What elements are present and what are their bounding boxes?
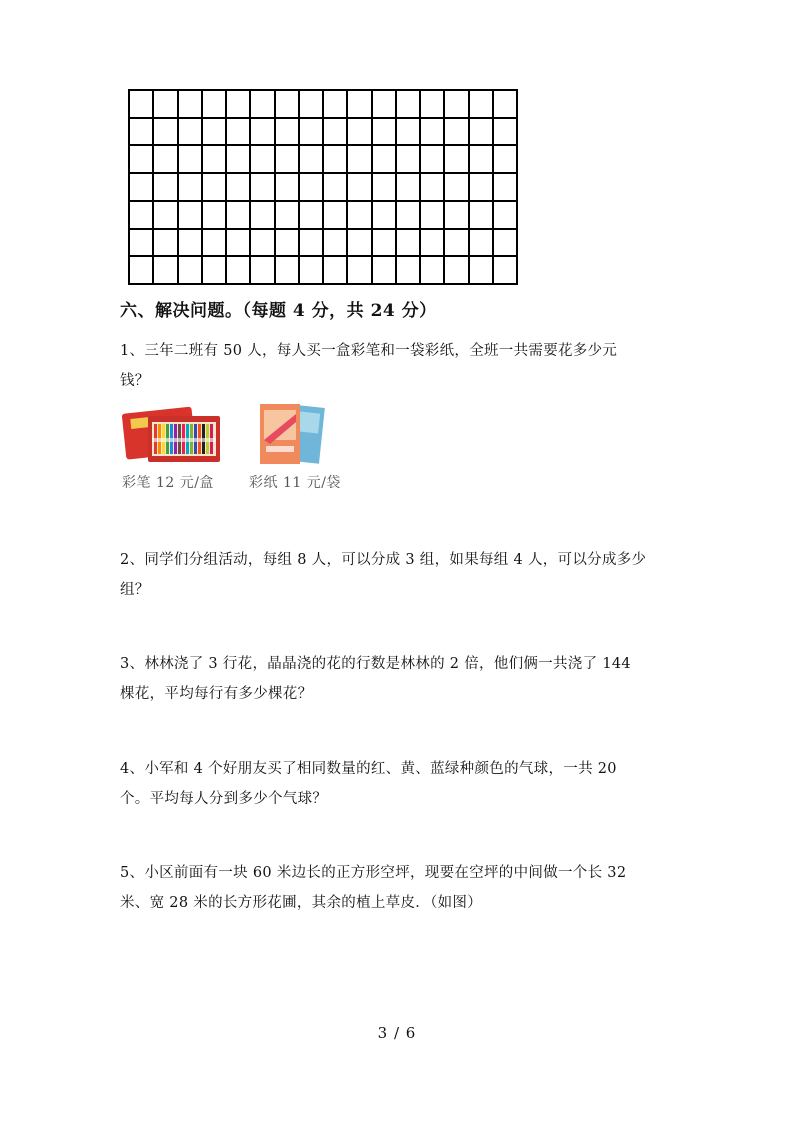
- grid-cell: [494, 202, 518, 230]
- grid-cell: [300, 174, 324, 202]
- grid-cell: [445, 202, 469, 230]
- grid-cell: [227, 202, 251, 230]
- page-number: 3 / 6: [377, 1024, 417, 1042]
- grid-cell: [324, 202, 348, 230]
- grid-cell: [348, 230, 372, 258]
- grid-cell: [300, 230, 324, 258]
- grid-cell: [324, 257, 348, 285]
- grid-cell: [227, 146, 251, 174]
- grid-cell: [470, 202, 494, 230]
- grid-cell: [373, 174, 397, 202]
- grid-cell: [348, 146, 372, 174]
- grid-cell: [300, 119, 324, 147]
- grid-cell: [470, 257, 494, 285]
- grid-cell: [251, 146, 275, 174]
- grid-cell: [251, 174, 275, 202]
- grid-cell: [251, 257, 275, 285]
- question-1-line-2: 钱？: [120, 373, 150, 389]
- color-pens-price-caption: 彩笔 12 元/盒: [122, 475, 214, 491]
- grid-cell: [203, 174, 227, 202]
- grid-cell: [154, 146, 178, 174]
- grid-cell: [179, 174, 203, 202]
- section-title: 六、解决问题。（每题 4 分，共 24 分）: [120, 301, 437, 321]
- grid-cell: [300, 202, 324, 230]
- grid-cell: [276, 257, 300, 285]
- grid-cell: [300, 91, 324, 119]
- grid-cell: [494, 230, 518, 258]
- grid-cell: [348, 202, 372, 230]
- grid-cell: [397, 146, 421, 174]
- grid-cell: [203, 230, 227, 258]
- question-1-line-1: 1、三年二班有 50 人，每人买一盒彩笔和一袋彩纸，全班一共需要花多少元: [120, 343, 618, 359]
- grid-cell: [397, 202, 421, 230]
- grid-cell: [324, 119, 348, 147]
- grid-cell: [494, 119, 518, 147]
- color-pens-box-image: [120, 404, 224, 466]
- grid-cell: [470, 230, 494, 258]
- grid-cell: [179, 257, 203, 285]
- grid-cell: [154, 230, 178, 258]
- grid-cell: [494, 257, 518, 285]
- grid-cell: [348, 257, 372, 285]
- question-4-line-1: 4、小军和 4 个好朋友买了相同数量的红、黄、蓝绿种颜色的气球，一共 20: [120, 761, 617, 777]
- grid-cell: [154, 119, 178, 147]
- grid-cell: [324, 91, 348, 119]
- grid-cell: [154, 91, 178, 119]
- grid-cell: [324, 174, 348, 202]
- grid-cell: [494, 91, 518, 119]
- grid-cell: [445, 146, 469, 174]
- grid-cell: [130, 119, 154, 147]
- grid-cell: [227, 230, 251, 258]
- grid-cell: [373, 202, 397, 230]
- grid-cell: [179, 230, 203, 258]
- grid-cell: [154, 174, 178, 202]
- grid-cell: [203, 257, 227, 285]
- grid-cell: [324, 146, 348, 174]
- grid-cell: [445, 257, 469, 285]
- grid-cell: [445, 174, 469, 202]
- grid-cell: [251, 230, 275, 258]
- grid-cell: [470, 119, 494, 147]
- grid-cell: [251, 119, 275, 147]
- grid-cell: [203, 202, 227, 230]
- question-3-line-1: 3、林林浇了 3 行花，晶晶浇的花的行数是林林的 2 倍，他们俩一共浇了 144: [120, 656, 631, 672]
- grid-cell: [373, 230, 397, 258]
- grid-cell: [179, 119, 203, 147]
- grid-cell: [397, 91, 421, 119]
- grid-cell: [470, 91, 494, 119]
- grid-cell: [251, 91, 275, 119]
- grid-cell: [373, 146, 397, 174]
- grid-cell: [348, 119, 372, 147]
- grid-cell: [179, 91, 203, 119]
- grid-cell: [421, 230, 445, 258]
- grid-cell: [300, 257, 324, 285]
- grid-cell: [421, 146, 445, 174]
- grid-cell: [324, 230, 348, 258]
- grid-cell: [203, 91, 227, 119]
- grid-cell: [421, 174, 445, 202]
- grid-cell: [130, 257, 154, 285]
- grid-cell: [276, 91, 300, 119]
- grid-cell: [373, 119, 397, 147]
- grid-cell: [130, 174, 154, 202]
- grid-cell: [276, 119, 300, 147]
- question-5-line-1: 5、小区前面有一块 60 米边长的正方形空坪，现要在空坪的中间做一个长 32: [120, 865, 627, 881]
- grid-cell: [421, 257, 445, 285]
- grid-cell: [276, 202, 300, 230]
- grid-cell: [251, 202, 275, 230]
- grid-cell: [203, 119, 227, 147]
- grid-cell: [276, 174, 300, 202]
- grid-cell: [445, 91, 469, 119]
- question-4-line-2: 个。平均每人分到多少个气球？: [120, 791, 328, 807]
- grid-cell: [348, 174, 372, 202]
- color-paper-pack-image: [256, 400, 326, 468]
- grid-cell: [373, 91, 397, 119]
- question-5-line-2: 米、宽 28 米的长方形花圃，其余的植上草皮．（如图）: [120, 895, 483, 911]
- grid-cell: [470, 146, 494, 174]
- grid-cell: [348, 91, 372, 119]
- grid-cell: [494, 146, 518, 174]
- grid-cell: [445, 230, 469, 258]
- grid-cell: [179, 146, 203, 174]
- grid-cell: [300, 146, 324, 174]
- squared-grid: [128, 89, 518, 285]
- question-2-line-2: 组？: [120, 582, 150, 598]
- color-paper-price-caption: 彩纸 11 元/袋: [249, 475, 341, 491]
- grid-cell: [276, 146, 300, 174]
- grid-cell: [179, 202, 203, 230]
- grid-cell: [421, 91, 445, 119]
- grid-cell: [130, 230, 154, 258]
- grid-cell: [227, 91, 251, 119]
- grid-cell: [203, 146, 227, 174]
- grid-cell: [421, 119, 445, 147]
- grid-cell: [397, 119, 421, 147]
- grid-cell: [130, 91, 154, 119]
- question-2-line-1: 2、同学们分组活动，每组 8 人，可以分成 3 组，如果每组 4 人，可以分成多少: [120, 552, 647, 568]
- grid-cell: [276, 230, 300, 258]
- question-3-line-2: 棵花，平均每行有多少棵花？: [120, 686, 313, 702]
- grid-cell: [130, 202, 154, 230]
- grid-cell: [227, 174, 251, 202]
- grid-cell: [421, 202, 445, 230]
- grid-cell: [470, 174, 494, 202]
- grid-cell: [227, 257, 251, 285]
- grid-cell: [373, 257, 397, 285]
- grid-cell: [397, 174, 421, 202]
- grid-cell: [154, 202, 178, 230]
- grid-cell: [494, 174, 518, 202]
- grid-cell: [445, 119, 469, 147]
- grid-cell: [397, 230, 421, 258]
- grid-cell: [154, 257, 178, 285]
- grid-cell: [227, 119, 251, 147]
- grid-cell: [397, 257, 421, 285]
- grid-cell: [130, 146, 154, 174]
